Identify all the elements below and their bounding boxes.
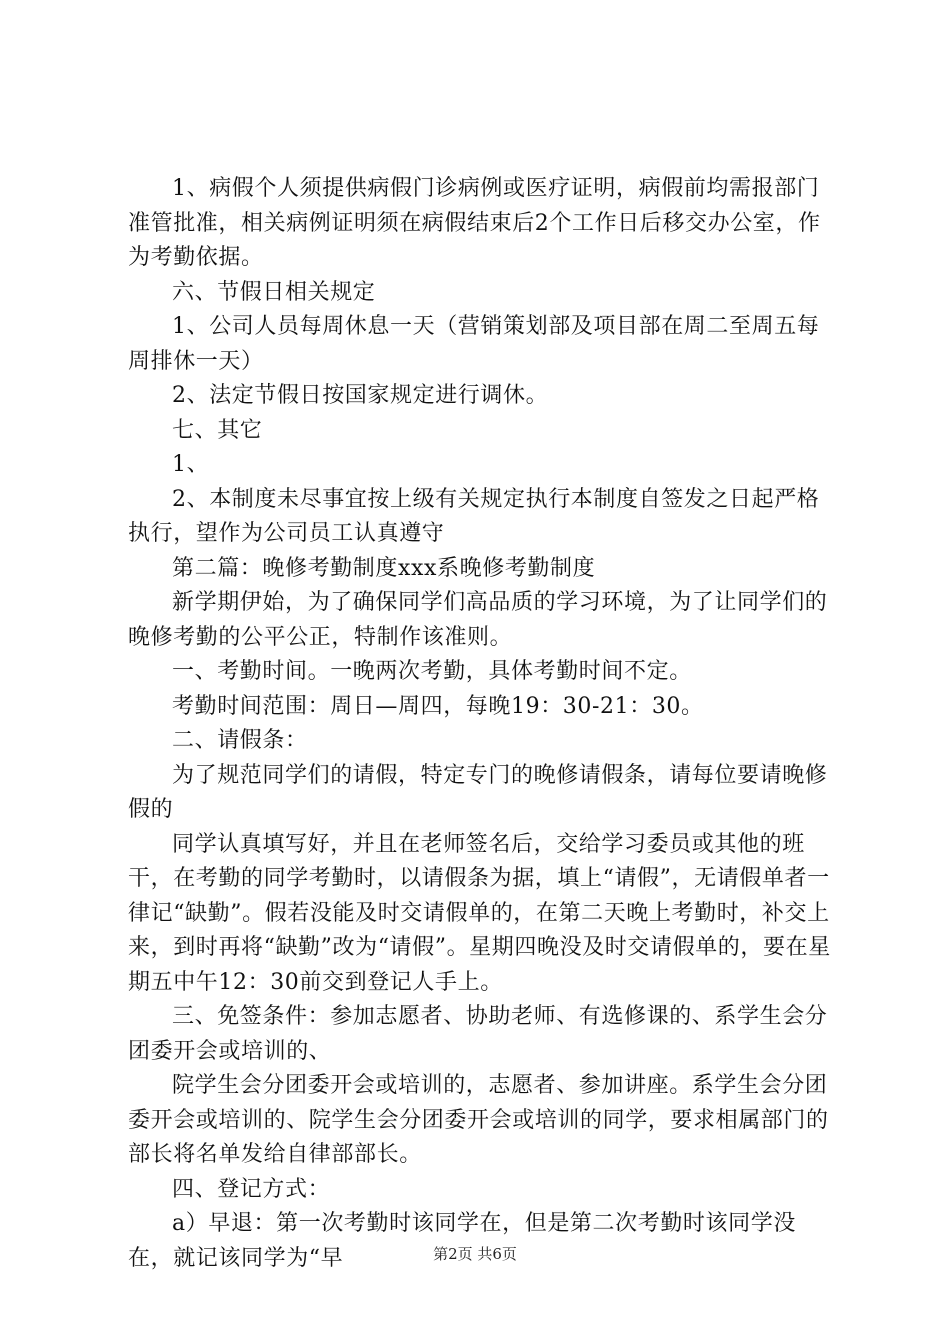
paragraph-early-leave: a）早退：第一次考勤时该同学在，但是第二次考勤时该同学没在，就记该同学为“早 bbox=[128, 1211, 796, 1271]
heading-second-article: 第二篇：晚修考勤制度xxx系晚修考勤制度 bbox=[172, 555, 596, 581]
heading-other: 七、其它 bbox=[172, 417, 263, 443]
paragraph-leave-purpose: 为了规范同学们的请假，特定专门的晚修请假条，请每位要请晚修假的 bbox=[128, 762, 828, 822]
paragraph-leave-procedure: 同学认真填写好，并且在老师签名后，交给学习委员或其他的班干，在考勤的同学考勤时，以请假条为据，填上“请假”，无请假单者一律记“缺勤”。假若没能及时交请假单的，在第二天晚上考勤时，补交上来，到时再将“缺勤”改为“请假”。星期四晚没及时交请假单的，要在星期五中午12：30前交到登记人手上。 bbox=[128, 831, 831, 995]
paragraph-attendance-range: 考勤时间范围：周日—周四，每晚19：30-21：30。 bbox=[172, 693, 704, 719]
paragraph-weekly-rest: 1、公司人员每周休息一天（营销策划部及项目部在周二至周五每周排休一天） bbox=[128, 314, 820, 374]
document-body bbox=[128, 172, 832, 1276]
paragraph-other-item-1: 1、 bbox=[172, 452, 210, 477]
heading-holiday-rules: 六、节假日相关规定 bbox=[172, 279, 376, 305]
heading-registration: 四、登记方式： bbox=[172, 1176, 331, 1202]
paragraph-exemption: 三、免签条件：参加志愿者、协助老师、有选修课的、系学生会分团委开会或培训的、 bbox=[128, 1004, 828, 1064]
paragraph-sick-leave: 1、病假个人须提供病假门诊病例或医疗证明，病假前均需报部门准管批准，相关病例证明须在病假结束后2个工作日后移交办公室，作为考勤依据。 bbox=[128, 176, 821, 270]
paragraph-exemption-detail: 院学生会分团委开会或培训的，志愿者、参加讲座。系学生会分团委开会或培训的、院学生会分团委开会或培训的同学，要求相属部门的部长将名单发给自律部部长。 bbox=[128, 1073, 829, 1167]
paragraph-attendance-time: 一、考勤时间。一晚两次考勤，具体考勤时间不定。 bbox=[172, 659, 692, 684]
paragraph-other-item-2: 2、本制度未尽事宜按上级有关规定执行本制度自签发之日起严格执行，望作为公司员工认真遵守 bbox=[128, 486, 820, 546]
heading-leave-note: 二、请假条： bbox=[172, 728, 308, 753]
page-number-footer: 第2页 共6页 bbox=[433, 1245, 517, 1263]
paragraph-intro: 新学期伊始，为了确保同学们高品质的学习环境，为了让同学们的晚修考勤的公平公正，特制作该准则。 bbox=[128, 590, 828, 650]
paragraph-statutory-holiday: 2、法定节假日按国家规定进行调休。 bbox=[172, 383, 549, 408]
